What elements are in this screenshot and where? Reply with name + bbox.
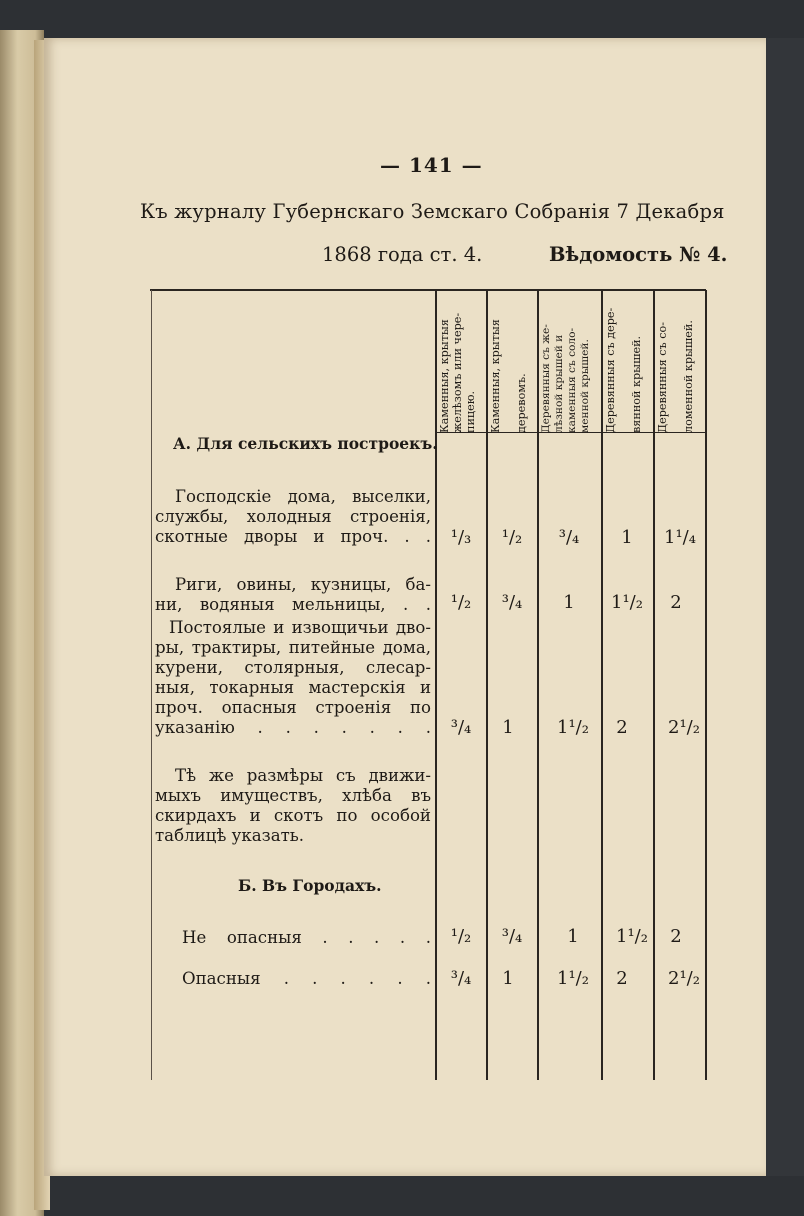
table-cell: 1 — [621, 527, 633, 548]
table-cell: 2 — [670, 926, 682, 947]
table-cell: 2 — [616, 717, 628, 738]
row-label-not-dangerous: Не опасныя . . . . . — [182, 928, 431, 947]
section-a-title: А. Для сельскихъ построекъ. — [173, 434, 438, 453]
row-label-movables: Тѣ же размѣры съ движи- мыхъ имуществъ, хлѣба въ скирдахъ и скотъ по особой таблицѣ указать. — [155, 766, 431, 845]
year-line: 1868 года ст. 4. — [322, 243, 483, 266]
column-rule — [435, 290, 437, 1080]
table-cell: 1 — [563, 592, 575, 613]
column-rule — [705, 290, 707, 1080]
table-cell: 2 — [670, 592, 682, 613]
vedomost-title: Вѣдомость № 4. — [549, 243, 728, 266]
table-cell: ¹/₂ — [450, 926, 472, 947]
table-cell: 2¹/₂ — [668, 717, 700, 738]
table-cell: ¹/₃ — [450, 527, 472, 548]
table-cell: 1 — [502, 717, 514, 738]
table-cell: 1 — [502, 968, 514, 989]
column-header-wood-iron: Деревянныя съ же- лѣзной крышей и каменныя съ соло- менной крышей. — [540, 324, 591, 433]
table-cell: 1¹/₄ — [664, 527, 696, 548]
column-header-wood-straw: Деревянныя съ со- ломенной крышей. — [656, 320, 695, 433]
table-cell: ³/₄ — [501, 592, 523, 613]
section-b-title: Б. Въ Городахъ. — [238, 876, 382, 895]
table-cell: 1¹/₂ — [557, 968, 589, 989]
table-top-rule — [150, 289, 706, 291]
journal-heading: Къ журналу Губернскаго Земскаго Собранія 7 Декабря — [140, 200, 725, 223]
table-cell: ³/₄ — [450, 968, 472, 989]
row-label-manors: Господскіе дома, выселки, службы, холодныя строенія, скотные дворы и проч. . . — [155, 487, 431, 546]
column-rule — [486, 290, 488, 1080]
table-cell: 1¹/₂ — [557, 717, 589, 738]
column-rule — [537, 290, 539, 1080]
page-number: — 141 — — [380, 153, 483, 177]
row-label-barns: Риги, овины, кузницы, ба- ни, водяныя мельницы, . . — [155, 575, 431, 614]
column-rule — [151, 290, 152, 1080]
row-label-dangerous: Опасныя . . . . . . — [182, 969, 431, 988]
table-cell: ³/₄ — [501, 926, 523, 947]
table-cell: 2¹/₂ — [668, 968, 700, 989]
column-header-wood-wood: Деревянныя съ дере- вянной крышей. — [604, 307, 643, 433]
table-cell: ³/₄ — [558, 527, 580, 548]
row-label-inns: Постоялые и извощичьи дво- ры, трактиры, питейные дома, курени, столярныя, слесар- ныя, токарныя мастерскія и проч. опасныя строенія по указанію . . . . . . . — [155, 618, 431, 737]
column-header-stone-wood: Каменныя, крытыя деревомъ. — [489, 319, 528, 433]
column-rule — [601, 290, 603, 1080]
table-cell: 1¹/₂ — [611, 592, 643, 613]
column-rule — [653, 290, 655, 1080]
table-cell: ³/₄ — [450, 717, 472, 738]
table-cell: 1¹/₂ — [616, 926, 648, 947]
column-header-stone-iron: Каменныя, крытыя желѣзомъ или чере- пицею. — [438, 312, 477, 433]
table-cell: ¹/₂ — [450, 592, 472, 613]
table-cell: 1 — [567, 926, 579, 947]
background-strip — [766, 38, 804, 1176]
table-cell: 2 — [616, 968, 628, 989]
table-cell: ¹/₂ — [501, 527, 523, 548]
